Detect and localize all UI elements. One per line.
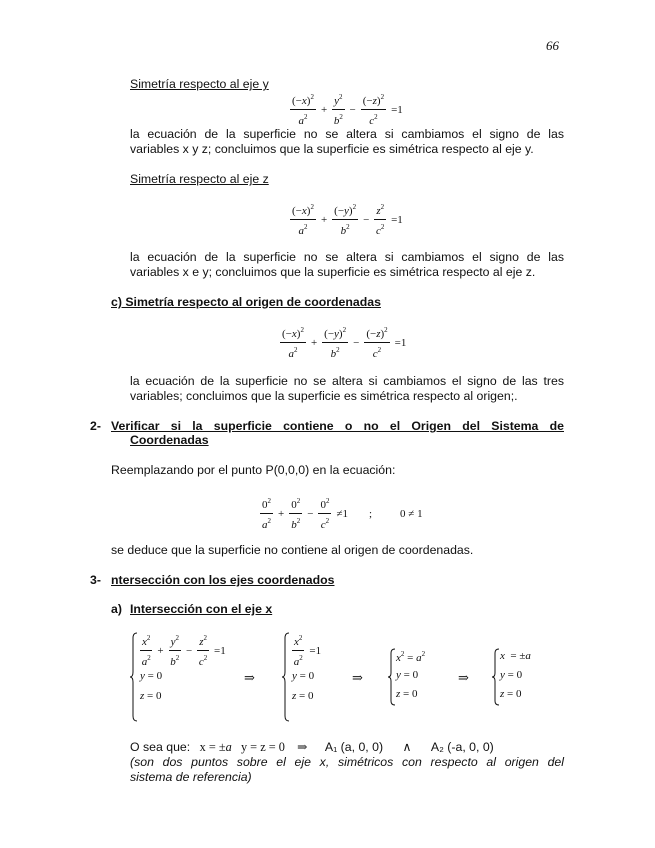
equation-sym-z: $\frac{(-x)^2}{a^2}$ + $\frac{(-y)^2}{b^2}$ − $\frac{z^2}{c^2}$ =1 xyxy=(292,203,403,237)
implies-arrow-1: ⇒ xyxy=(244,670,255,685)
system-1: $\frac{x^2}{a^2}$ + $\frac{y^2}{b^2}$ − $\frac{z^2}{c^2}$ =1 y = 0 z = 0 xyxy=(130,632,240,722)
item-3a-title: Intersección con el eje x xyxy=(130,602,273,616)
system-2: $\frac{x^2}{a^2}$ =1 y = 0 z = 0 xyxy=(282,632,342,722)
result-prefix: O sea que: xyxy=(130,740,191,754)
section-title-origen: c) Simetría respecto al origen de coordenadas xyxy=(111,295,381,309)
item-2-conclusion: se deduce que la superficie no contiene al origen de coordenadas. xyxy=(111,543,474,557)
item-3-title: ntersección con los ejes coordenados xyxy=(111,573,335,587)
implies-arrow-3: ⇒ xyxy=(458,670,469,685)
system-3: $x^2 = a^2$ y = 0 z = 0 xyxy=(388,648,448,706)
result-a2: A₂ (-a, 0, 0) xyxy=(430,740,494,754)
paragraph-eje-y-line1: la ecuación de la superficie no se altera si cambiamos el signo de las xyxy=(130,127,564,141)
note-line1: (son dos puntos sobre el eje x, simétricos con respecto al origen del xyxy=(130,755,564,769)
result-a1: A₁ (a, 0, 0) xyxy=(324,740,384,754)
equation-sym-origen: $\frac{(-x)^2}{a^2}$ + $\frac{(-y)^2}{b^2}$ − $\frac{(-z)^2}{c^2}$ =1 xyxy=(282,326,407,360)
system-4: x = ±a y = 0 z = 0 xyxy=(492,648,552,706)
item-3-number: 3- xyxy=(90,573,101,587)
equation-sym-y: $\frac{(-x)^2}{a^2}$ + $\frac{y^2}{b^2}$ − $\frac{(-z)^2}{c^2}$ =1 xyxy=(292,93,403,127)
paragraph-origen-line1: la ecuación de la superficie no se altera si cambiamos el signo de las tres xyxy=(130,374,564,388)
section-title-eje-y: Simetría respecto al eje y xyxy=(130,77,269,91)
item-2-title-line2: Coordenadas xyxy=(130,433,209,447)
item-2-number: 2- xyxy=(90,419,101,433)
note-line2: sistema de referencia) xyxy=(130,770,252,784)
paragraph-origen-line2: variables; concluimos que la superficie es simétrica respecto al origen;. xyxy=(130,389,518,403)
result-line: O sea que: x = ±a y = z = 0 ⇒ A₁ (a, 0, 0) ∧ A₂ (-a, 0, 0) xyxy=(130,740,494,754)
item-2-replace-text: Reemplazando por el punto P(0,0,0) en la ecuación: xyxy=(111,463,396,477)
paragraph-eje-y-line2: variables x y z; concluimos que la superficie es simétrica respecto al eje y. xyxy=(130,142,534,156)
item-2-title-line1: Verificar si la superficie contiene o no el Origen del Sistema de xyxy=(111,419,564,433)
paragraph-eje-z-line2: variables x e y; concluimos que la superficie es simétrica respecto al eje z. xyxy=(130,265,536,279)
paragraph-eje-z-line1: la ecuación de la superficie no se altera si cambiamos el signo de las xyxy=(130,250,564,264)
implies-arrow-2: ⇒ xyxy=(352,670,363,685)
page-number: 66 xyxy=(546,38,559,53)
section-title-eje-z: Simetría respecto al eje z xyxy=(130,172,269,186)
equation-origin-check: $\frac{0^2}{a^2}$ + $\frac{0^2}{b^2}$ − $\frac{0^2}{c^2}$ ≠1 ; 0 ≠ 1 xyxy=(262,497,423,531)
item-3a-label: a) xyxy=(111,602,122,616)
result-and: ∧ xyxy=(402,740,412,754)
